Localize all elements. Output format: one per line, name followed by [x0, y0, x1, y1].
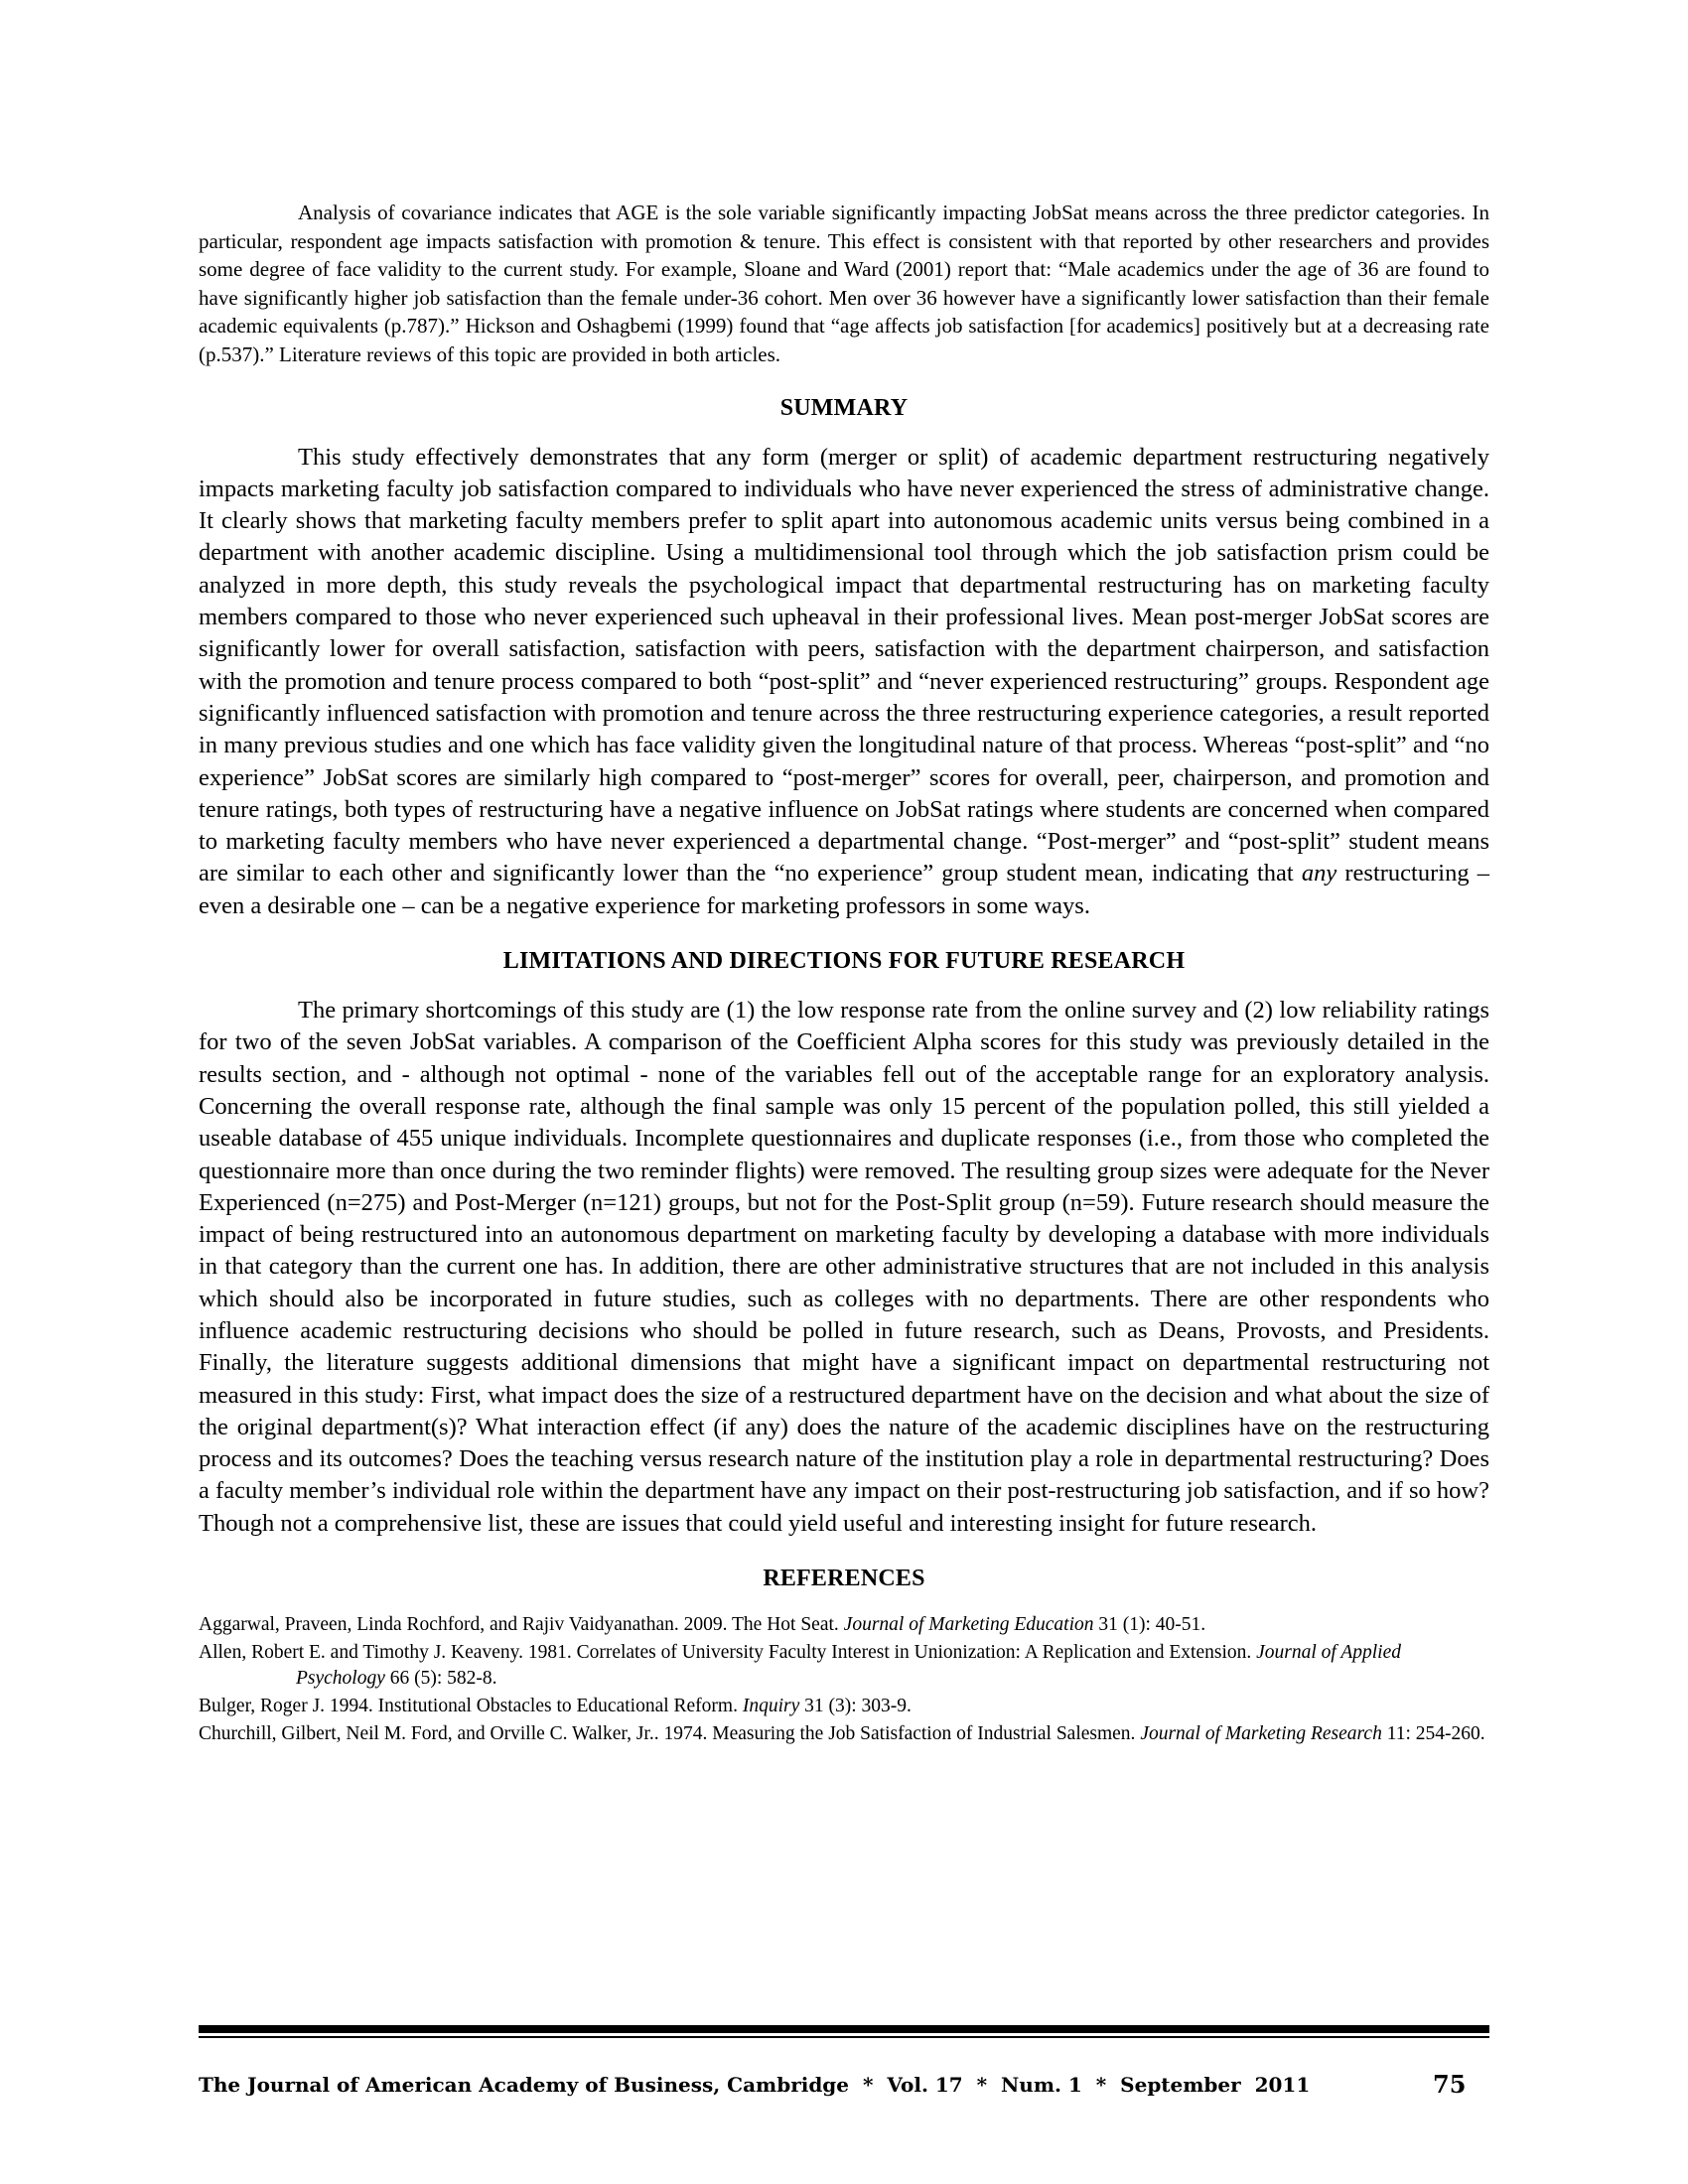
references-list	[199, 1612, 1489, 1747]
footer-rule-thin	[199, 2036, 1489, 2038]
reference-item: Churchill, Gilbert, Neil M. Ford, and Orville C. Walker, Jr.. 1974. Measuring the Job Satisfaction of Industrial Salesmen. Journal of Marketing Research 11: 254-260.	[199, 1723, 1485, 1745]
reference-item: Bulger, Roger J. 1994. Institutional Obstacles to Educational Reform. Inquiry 31 (3): 303-9.	[199, 1696, 912, 1717]
summary-text-1: This study effectively demonstrates that any form (merger or split) of academic department restructuring negatively impacts marketing faculty job satisfaction compared to individuals who have never experienced the stress of administrative change. It clearly shows that marketing faculty members prefer to split apart into autonomous academic units versus being combined in a department with another academic discipline. Using a multidimensional tool through which the job satisfaction prism could be analyzed in more depth, this study reveals the psychological impact that departmental restructuring has on marketing faculty members compared to those who never experienced such upheaval in their professional lives. Mean post-merger JobSat scores are significantly lower for overall satisfaction, satisfaction with peers, satisfaction with the department chairperson, and satisfaction with the promotion and tenure process compared to both “post-split” and “never experienced restructuring” groups. Respondent age significantly influenced satisfaction with promotion and tenure across the three restructuring experience categories, a result reported in many previous studies and one which has face validity given the longitudinal nature of that process. Whereas “post-split” and “no experience” JobSat scores are similarly high compared to “post-merger” scores for overall, peer, chairperson, and promotion and tenure ratings, both types of restructuring have a negative influence on JobSat ratings where students are concerned when compared to marketing faculty members who have never experienced a departmental change. “Post-merger” and “post-split” student means are similar to each other and significantly lower than the “no experience” group student mean, indicating that	[199, 443, 1489, 887]
page-number: 75	[1433, 2070, 1467, 2099]
references-heading: REFERENCES	[763, 1566, 925, 1592]
page-footer	[199, 2067, 1489, 2101]
reference-journal: Journal of Marketing Research	[1140, 1723, 1382, 1745]
reference-journal: Journal of Applied Psychology	[296, 1642, 1402, 1690]
limitations-heading: LIMITATIONS AND DIRECTIONS FOR FUTURE RESEARCH	[502, 948, 1186, 975]
summary-text-2: restructuring – even a desirable one – can be a negative experience for marketing professors in some ways.	[199, 860, 1489, 919]
limitations-paragraph: The primary shortcomings of this study are (1) the low response rate from the online survey and (2) low reliability ratings for two of the seven JobSat variables. A comparison of the Coefficient Alpha scores for this study was previously detailed in the results section, and - although not optimal - none of the variables fell out of the acceptable range for an exploratory analysis. Concerning the overall response rate, although the final sample was only 15 percent of the population polled, this still yielded a useable database of 455 unique individuals. Incomplete questionnaires and duplicate responses (i.e., from those who completed the questionnaire more than once during the two reminder flights) were removed. The resulting group sizes were adequate for the Never Experienced (n=275) and Post-Merger (n=121) groups, but not for the Post-Split group (n=59). Future research should measure the impact of being restructured into an autonomous department on marketing faculty by developing a database with more individuals in that category than the current one has. In addition, there are other administrative structures that are not included in this analysis which should also be incorporated in future studies, such as colleges with no departments. There are other respondents who influence academic restructuring decisions who should be polled in future research, such as Deans, Provosts, and Presidents. Finally, the literature suggests additional dimensions that might have a significant impact on departmental restructuring not measured in this study: First, what impact does the size of a restructured department have on the decision and what about the size of the original department(s)? What interaction effect (if any) does the nature of the academic disciplines have on the restructuring process and its outcomes? Does the teaching versus research nature of the institution play a role in departmental restructuring? Does a faculty member’s individual role within the department have any impact on their post-restructuring job satisfaction, and if so how? Though not a comprehensive list, these are issues that could yield useful and interesting insight for future research.	[199, 997, 1489, 1537]
reference-item: Allen, Robert E. and Timothy J. Keaveny. 1981. Correlates of University Faculty Interest in Unionization: A Replication and Extension. Journal of Applied Psychology 66 (5): 582-8.	[199, 1642, 1402, 1690]
intro-paragraph: Analysis of covariance indicates that AGE is the sole variable significantly impacting JobSat means across the three predictor categories. In particular, respondent age impacts satisfaction with promotion & tenure. This effect is consistent with that reported by other researchers and provides some degree of face validity to the current study. For example, Sloane and Ward (2001) report that: “Male academics under the age of 36 are found to have significantly higher job satisfaction than the female under-36 cohort. Men over 36 however have a significantly lower satisfaction than their female academic equivalents (p.787).” Hickson and Oshagbemi (1999) found that “age affects job satisfaction [for academics] positively but at a decreasing rate (p.537).” Literature reviews of this topic are provided in both articles.	[199, 201, 1489, 366]
footer-rule-thick	[199, 2025, 1489, 2033]
summary-emphasis: any	[1301, 860, 1337, 887]
reference-journal: Journal of Marketing Education	[843, 1614, 1094, 1636]
footer-journal-line: The Journal of American Academy of Business, Cambridge * Vol. 17 * Num. 1 * September 2011	[199, 2073, 1311, 2097]
page-content	[199, 199, 1489, 1749]
reference-journal: Inquiry	[742, 1696, 800, 1717]
reference-item: Aggarwal, Praveen, Linda Rochford, and Rajiv Vaidyanathan. 2009. The Hot Seat. Journal of Marketing Education 31 (1): 40-51.	[199, 1614, 1206, 1636]
summary-heading: SUMMARY	[779, 394, 909, 421]
summary-paragraph	[199, 442, 1489, 922]
